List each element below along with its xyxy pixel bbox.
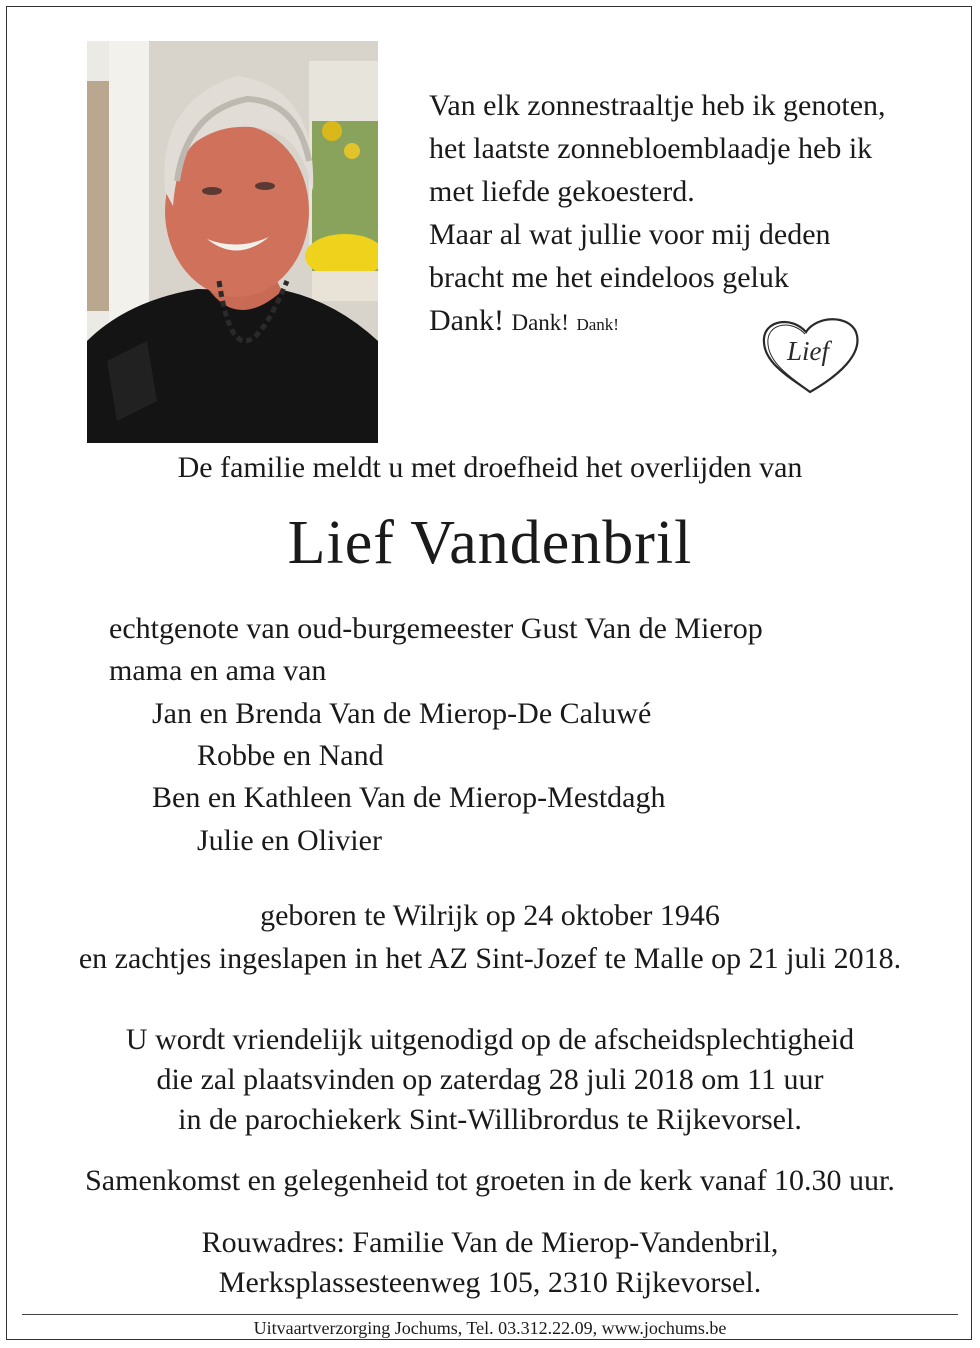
poem-line: Van elk zonnestraaltje heb ik genoten, (429, 89, 886, 122)
relation-child: Ben en Kathleen Van de Mierop-Mestdagh (152, 781, 666, 814)
ceremony-line: U wordt vriendelijk uitgenodigd op de afscheidsplechtigheid (125, 1023, 855, 1056)
thanks-small: Dank! (576, 315, 619, 334)
ceremony-line: in de parochiekerk Sint-Willibrordus te Rijkevorsel. (178, 1103, 802, 1136)
footer-divider (22, 1314, 958, 1315)
gathering-info: Samenkomst en gelegenheid tot groeten in de kerk vanaf 10.30 uur. (85, 1164, 895, 1197)
announcement: De familie meldt u met droefheid het overlijden van (177, 451, 803, 484)
address-line: Rouwadres: Familie Van de Mierop-Vandenbril, (201, 1226, 779, 1259)
death-info: en zachtjes ingeslapen in het AZ Sint-Jozef te Malle op 21 juli 2018. (78, 942, 902, 975)
heart-emblem (758, 314, 866, 396)
poem-line: Maar al wat jullie voor mij deden (429, 218, 831, 251)
heart-label: Lief (786, 336, 829, 366)
poem-line: bracht me het eindeloos geluk (429, 261, 789, 294)
ceremony-line: die zal plaatsvinden op zaterdag 28 juli 2018 om 11 uur (156, 1063, 824, 1096)
address-line: Merksplassesteenweg 105, 2310 Rijkevorsel. (218, 1266, 762, 1299)
relation-grandchildren: Julie en Olivier (197, 824, 382, 857)
relation-spouse: echtgenote van oud-burgemeester Gust Van de Mierop (109, 612, 763, 645)
deceased-name: Lief Vandenbril (287, 509, 693, 577)
portrait-photo (87, 41, 378, 443)
relation-child: Jan en Brenda Van de Mierop-De Caluwé (152, 697, 652, 730)
relation-mama: mama en ama van (109, 654, 327, 687)
poem (429, 84, 959, 346)
poem-line: met liefde gekoesterd. (429, 175, 695, 208)
poem-line: het laatste zonnebloemblaadje heb ik (429, 132, 873, 165)
poem-thanks (429, 299, 959, 346)
birth-info: geboren te Wilrijk op 24 oktober 1946 (260, 899, 720, 932)
thanks-medium: Dank! (511, 310, 569, 335)
funeral-home-footer: Uitvaartverzorging Jochums, Tel. 03.312.22.09, www.jochums.be (253, 1318, 727, 1338)
thanks-large: Dank! (429, 304, 504, 337)
relation-grandchildren: Robbe en Nand (197, 739, 384, 772)
